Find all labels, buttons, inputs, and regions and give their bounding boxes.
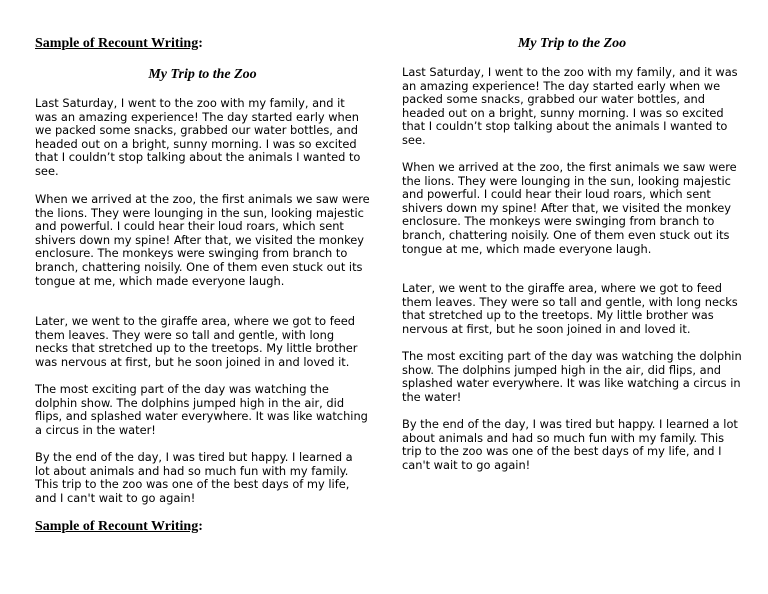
paragraph-2: When we arrived at the zoo, the first animals we saw were the lions. They were lounging in the sun, looking majestic and powerful. I could hear their loud roars, which sent shivers down my spine! After that, we visited the monkey enclosure. The monkeys were swinging from branch to branch, chattering noisily. One of them even stuck out its tongue at me, which made everyone laugh. xyxy=(402,160,737,256)
paragraph-3: Later, we went to the giraffe area, where we got to feed them leaves. They were so tall and gentle, with long necks that stretched up to the treetops. My little brother was nervous at first, but he soon joined in and loved it. xyxy=(35,314,358,369)
paragraph-1: Last Saturday, I went to the zoo with my family, and it was an amazing experience! The day started early when we packed some snacks, grabbed our water bottles, and headed out on a bright, sunny morning. I was so excited that I couldn’t stop talking about the animals I wanted to see. xyxy=(35,96,361,178)
paragraph-4: The most exciting part of the day was watching the dolphin show. The dolphins jumped high in the air, did flips, and splashed water everywhere. It was like watching a circus in the water! xyxy=(35,382,368,437)
section-heading xyxy=(35,36,203,52)
paragraph-4: The most exciting part of the day was watching the dolphin show. The dolphins jumped high in the air, did flips, and splashed water everywhere. It was like watching a circus in the water! xyxy=(402,349,742,404)
story-title: My Trip to the Zoo xyxy=(517,36,627,51)
paragraph-1: Last Saturday, I went to the zoo with my family, and it was an amazing experience! The day started early when we packed some snacks, grabbed our water bottles, and headed out on a bright, sunny morning. I was so excited that I couldn’t stop talking about the animals I wanted to see. xyxy=(402,65,738,147)
footer-heading xyxy=(35,519,203,535)
section-heading-colon: : xyxy=(198,36,203,51)
footer-heading-colon: : xyxy=(198,519,203,534)
paragraph-2: When we arrived at the zoo, the first animals we saw were the lions. They were lounging in the sun, looking majestic and powerful. I could hear their loud roars, which sent shivers down my spine! After that, we visited the monkey enclosure. The monkeys were swinging from branch to branch, chattering noisily. One of them even stuck out its tongue at me, which made everyone laugh. xyxy=(35,192,370,288)
paragraph-5: By the end of the day, I was tired but happy. I learned a lot about animals and had so much fun with my family. This trip to the zoo was one of the best days of my life, and I can't wait to go again! xyxy=(35,450,353,505)
story-title: My Trip to the Zoo xyxy=(148,67,257,82)
paragraph-3: Later, we went to the giraffe area, where we got to feed them leaves. They were so tall and gentle, with long necks that stretched up to the treetops. My little brother was nervous at first, but he soon joined in and loved it. xyxy=(402,281,738,336)
footer-heading-text: Sample of Recount Writing xyxy=(35,519,199,534)
paragraph-5: By the end of the day, I was tired but happy. I learned a lot about animals and had so much fun with my family. This trip to the zoo was one of the best days of my life, and I can't wait to go again! xyxy=(402,417,738,472)
section-heading-text: Sample of Recount Writing xyxy=(35,36,199,51)
